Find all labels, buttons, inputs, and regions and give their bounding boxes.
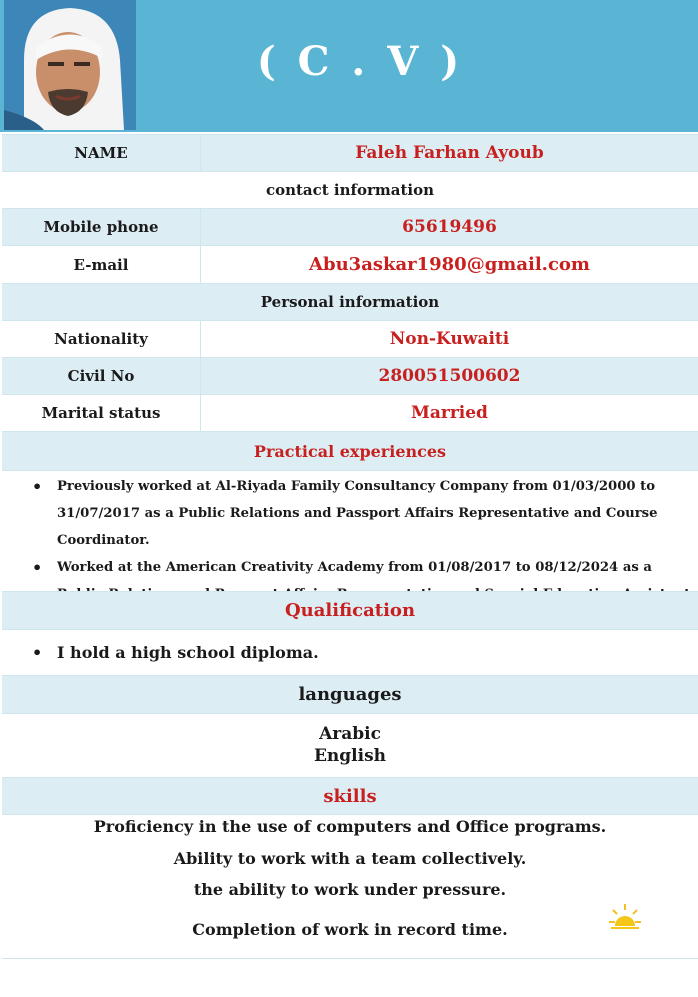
- contact-heading-row: [2, 171, 698, 208]
- nationality-value: Non-Kuwaiti: [389, 329, 510, 349]
- name-label: NAME: [2, 135, 201, 171]
- skill-item: Ability to work with a team collectively.: [173, 849, 527, 868]
- qualification-section: [2, 629, 698, 675]
- marital-value: Married: [411, 403, 488, 423]
- skill-item: Completion of work in record time.: [192, 920, 508, 939]
- experience-section: [2, 470, 698, 591]
- cv-header: [0, 0, 698, 132]
- mobile-label: Mobile phone: [2, 209, 201, 245]
- name-value: Faleh Farhan Ayoub: [355, 143, 544, 163]
- contact-heading: contact information: [265, 181, 435, 199]
- profile-photo: [4, 0, 136, 130]
- experience-item: • Previously worked at Al-Riyada Family Consultancy Company from 01/03/2000 to 31/07/2017 as a Public Relations and Passport Affairs Representative and Course Coordinator.: [2, 473, 698, 554]
- qualification-heading-row: [2, 591, 698, 629]
- nationality-row: [2, 320, 698, 357]
- qualification-item: • I hold a high school diploma.: [2, 639, 698, 666]
- email-value: Abu3askar1980@gmail.com: [309, 254, 590, 275]
- bottom-divider: [2, 958, 698, 959]
- civil-value: 280051500602: [378, 366, 521, 386]
- nationality-label: Nationality: [2, 321, 201, 357]
- skills-heading: skills: [323, 785, 377, 807]
- languages-heading-row: [2, 675, 698, 713]
- skill-item: the ability to work under pressure.: [193, 880, 507, 899]
- experience-list: [2, 473, 698, 608]
- languages-section: [2, 713, 698, 777]
- experience-item: • Worked at the American Creativity Academy from 01/08/2017 to 08/12/2024 as a: [2, 554, 698, 608]
- cv-title: ( C . V ): [256, 38, 464, 85]
- email-row: [2, 245, 698, 283]
- language-item: English: [313, 746, 387, 766]
- email-label: E-mail: [2, 246, 201, 283]
- mobile-value: 65619496: [402, 217, 497, 237]
- personal-heading: Personal information: [260, 293, 440, 311]
- qualification-list: [2, 639, 698, 666]
- language-item: Arabic: [319, 724, 381, 744]
- marital-row: [2, 394, 698, 431]
- civil-row: [2, 357, 698, 394]
- skills-heading-row: [2, 777, 698, 814]
- skill-item: Proficiency in the use of computers and Office programs.: [93, 817, 607, 836]
- qualification-heading: Qualification: [284, 600, 416, 621]
- civil-label: Civil No: [2, 358, 201, 394]
- mobile-row: [2, 208, 698, 245]
- languages-heading: languages: [298, 684, 402, 705]
- name-row: [2, 134, 698, 171]
- experience-heading: Practical experiences: [253, 441, 447, 461]
- marital-label: Marital status: [2, 395, 201, 431]
- personal-heading-row: [2, 283, 698, 320]
- skills-section: [2, 814, 698, 958]
- experience-heading-row: [2, 431, 698, 470]
- sun-icon: [607, 902, 643, 932]
